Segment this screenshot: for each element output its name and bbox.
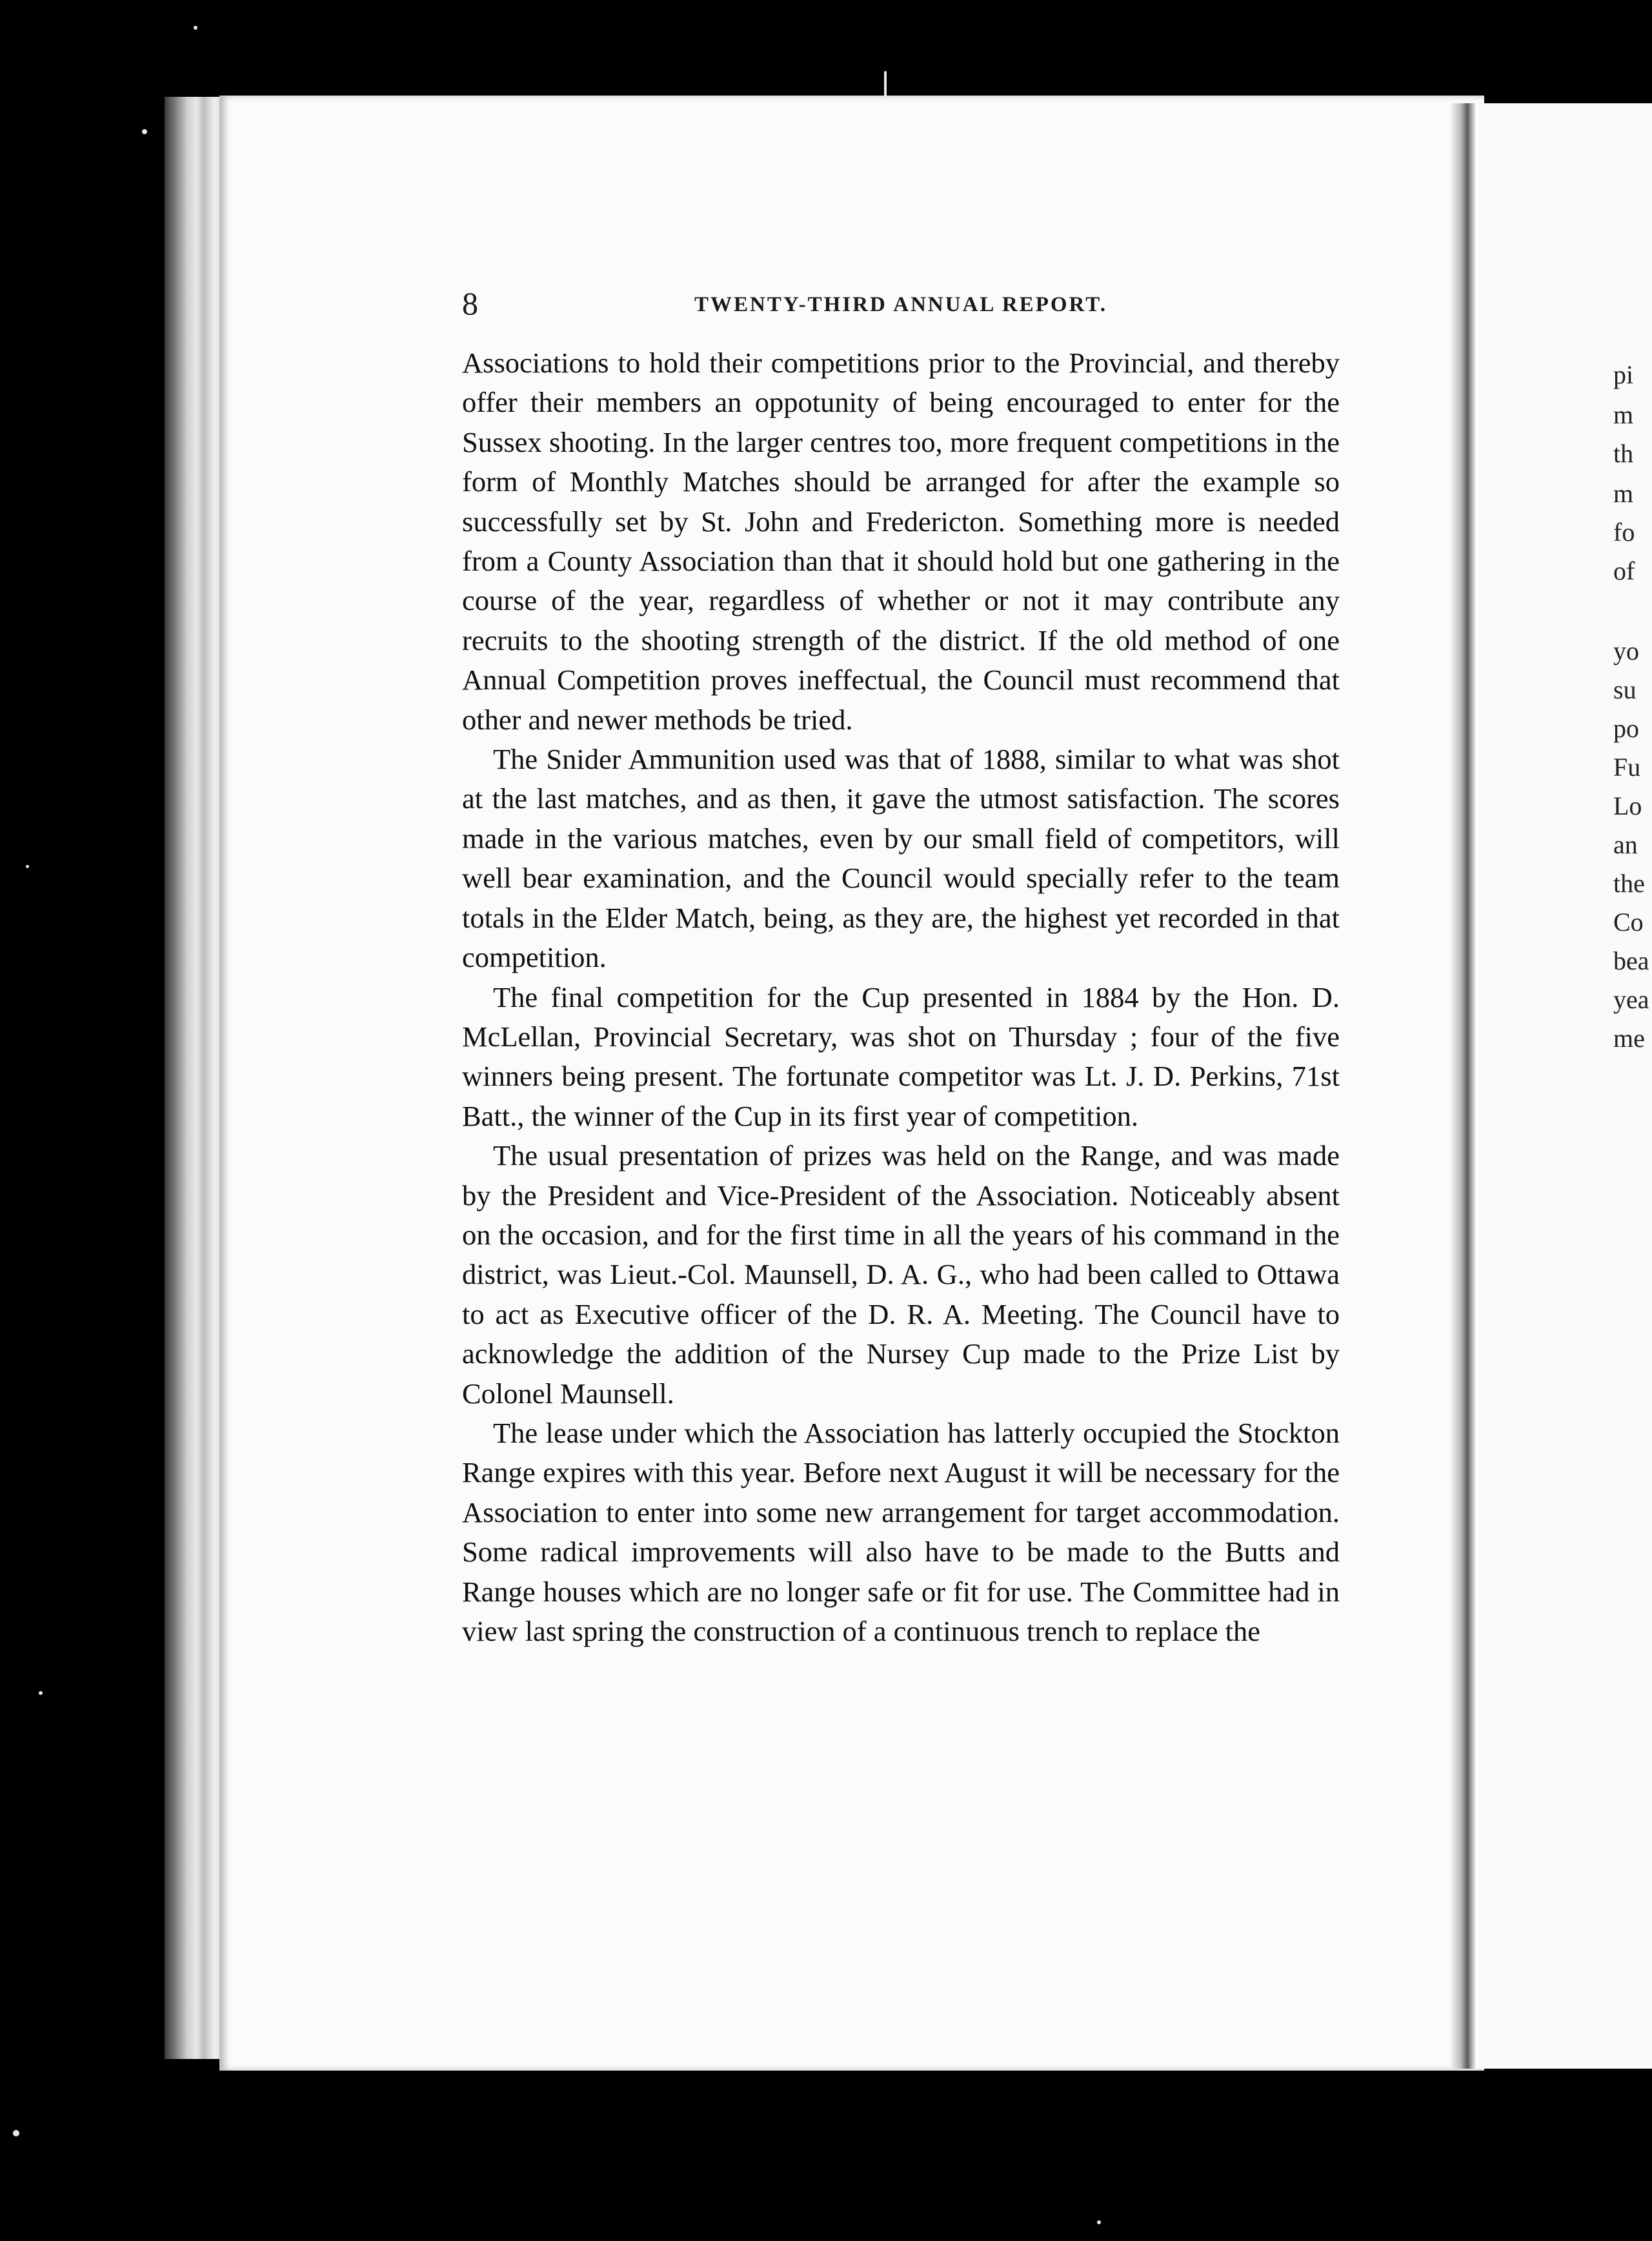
facing-fragment: yo — [1613, 636, 1639, 665]
facing-fragment: m — [1613, 400, 1634, 429]
facing-fragment: of — [1613, 556, 1635, 585]
page-number: 8 — [462, 285, 478, 321]
facing-fragment: pi — [1613, 360, 1634, 389]
facing-fragment: Co — [1613, 908, 1644, 937]
paragraph: The final competition for the Cup presented in 1884 by the Hon. D. McLellan, Provincial Secretary, was shot on Thursday ; four of the five winners being present. The fortunate competitor was Lt. J. D. Perkins, 71st Batt., the winner of the Cup in its first year of competition. — [462, 980, 1340, 1132]
running-head — [462, 284, 1340, 323]
facing-fragment: th — [1613, 439, 1634, 468]
paragraph: The lease under which the Association has latterly occupied the Stockton Range expires with this year. Before next August it will be necessary for the Association to enter into some new arrangement for target accommodation. Some radical improvements will also have to be made to the Butts and Range houses which are no longer safe or fit for use. The Committee had in view last spring the construction of a continuous trench to replace the — [462, 1416, 1340, 1647]
facing-fragment: the — [1613, 869, 1645, 898]
paragraph: The usual presentation of prizes was held on the Range, and was made by the President and Vice-President of the Association. Noticeably absent on the occasion, and for the first time in all the years of his command in the district, was Lieut.-Col. Maunsell, D. A. G., who had been called to Ottawa to act as Executive officer of the D. R. A. Meeting. The Council have to acknowledge the addition of the Nursey Cup made to the Prize List by Colonel Maunsell. — [462, 1139, 1340, 1410]
facing-fragment: su — [1613, 675, 1637, 704]
facing-fragment: yea — [1613, 985, 1649, 1014]
facing-fragment: po — [1613, 714, 1639, 743]
facing-fragment: m — [1613, 479, 1634, 508]
facing-fragment: Fu — [1613, 753, 1641, 782]
facing-fragment: bea — [1613, 946, 1649, 975]
paragraph: Associations to hold their competitions prior to the Provincial, and thereby offer their members an oppotunity of being encouraged to enter for the Sussex shooting. In the larger centres too, more frequent competitions in the form of Monthly Matches should be arranged for after the example so successfully set by St. John and Fredericton. Something more is needed from a County Association than that it should hold but one gathering in the course of the year, regardless of whether or not it may contribute any recruits to the shooting strength of the district. If the old method of one Annual Competition proves ineffectual, the Council must recommend that other and newer methods be tried. — [462, 347, 1340, 736]
facing-fragment: me — [1613, 1024, 1645, 1053]
body-text — [462, 343, 1340, 1651]
facing-fragment: Lo — [1613, 791, 1642, 820]
paragraph: The Snider Ammunition used was that of 1888, similar to what was shot at the last matches, and as then, it gave the utmost satisfaction. The scores made in the various matches, even by our small field of competitors, will well bear examination, and the Council would specially refer to the team totals in the Elder Match, being, as they are, the highest yet recorded in that competition. — [462, 743, 1340, 974]
running-title: TWENTY-THIRD ANNUAL REPORT. — [694, 293, 1108, 316]
facing-fragment: an — [1613, 830, 1638, 859]
book-gutter — [1451, 103, 1476, 2069]
facing-fragment: fo — [1613, 518, 1635, 547]
